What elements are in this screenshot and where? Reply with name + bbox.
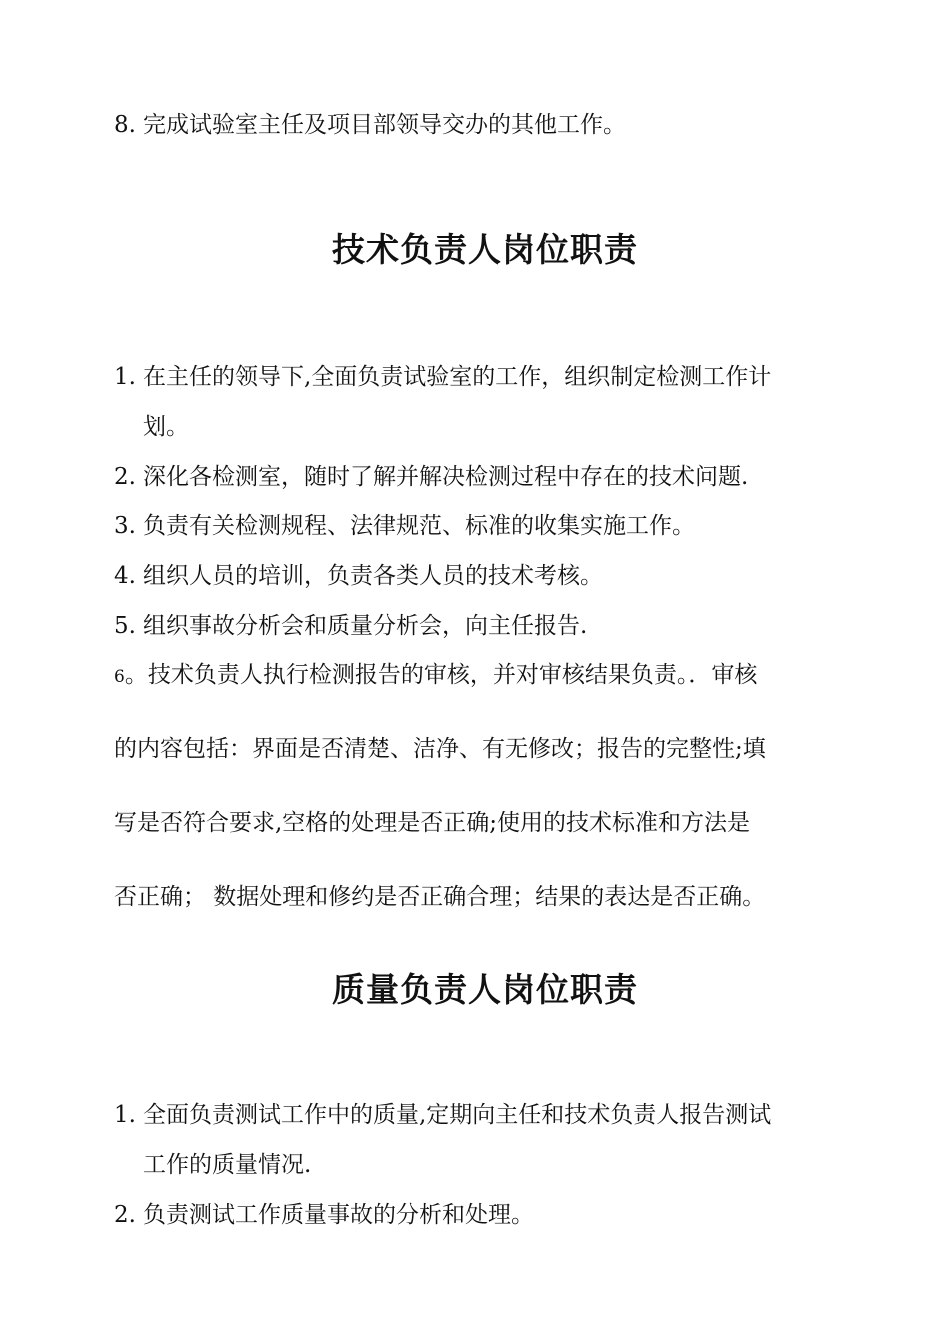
list-item-text: 深化各检测室，随时了解并解决检测过程中存在的技术问题. — [143, 464, 749, 490]
section-heading-quality: 质量负责人岗位职责 — [332, 970, 638, 1009]
list-item-number: 4. — [114, 563, 136, 589]
list-item-text: 完成试验室主任及项目部领导交办的其他工作。 — [143, 112, 626, 138]
paragraph-line: 的内容包括：界面是否清楚、洁净、有无修改；报告的完整性;填 — [114, 736, 766, 762]
paragraph-line: 写是否符合要求,空格的处理是否正确;使用的技术标准和方法是 — [114, 810, 751, 836]
list-item-number: 1. — [114, 364, 136, 390]
section-heading-tech: 技术负责人岗位职责 — [332, 230, 638, 269]
list-item-text-cont: 工作的质量情况. — [143, 1152, 312, 1178]
list-item-number: 1. — [114, 1102, 136, 1128]
list-item — [114, 1200, 864, 1230]
list-item-text-cont: 划。 — [143, 414, 189, 440]
list-item — [114, 110, 864, 140]
list-item-number: 2. — [114, 464, 136, 490]
list-item — [114, 561, 864, 591]
paragraph-line — [114, 660, 757, 692]
list-item-number: 8. — [114, 112, 136, 138]
list-item-text: 在主任的领导下,全面负责试验室的工作，组织制定检测工作计 — [143, 364, 772, 390]
list-item-number: 5. — [114, 613, 136, 639]
list-item-text: 组织人员的培训，负责各类人员的技术考核。 — [143, 563, 603, 589]
list-item-number: 6 — [114, 667, 125, 687]
list-item-text: 全面负责测试工作中的质量,定期向主任和技术负责人报告测试 — [143, 1102, 772, 1128]
list-item-number: 3. — [114, 513, 136, 539]
list-item-text: 负责有关检测规程、法律规范、标准的收集实施工作。 — [143, 513, 695, 539]
list-item — [114, 611, 864, 641]
paragraph-line: 否正确； 数据处理和修约是否正确合理；结果的表达是否正确。 — [114, 884, 766, 910]
list-item — [114, 462, 864, 492]
list-item — [114, 362, 864, 442]
paragraph-text: 。技术负责人执行检测报告的审核，并对审核结果负责。．审核 — [124, 662, 758, 688]
list-item-text: 组织事故分析会和质量分析会，向主任报告. — [143, 613, 588, 639]
list-item — [114, 511, 864, 541]
list-item — [114, 1100, 864, 1180]
list-item-number: 2. — [114, 1202, 136, 1228]
list-item-text: 负责测试工作质量事故的分析和处理。 — [143, 1202, 534, 1228]
